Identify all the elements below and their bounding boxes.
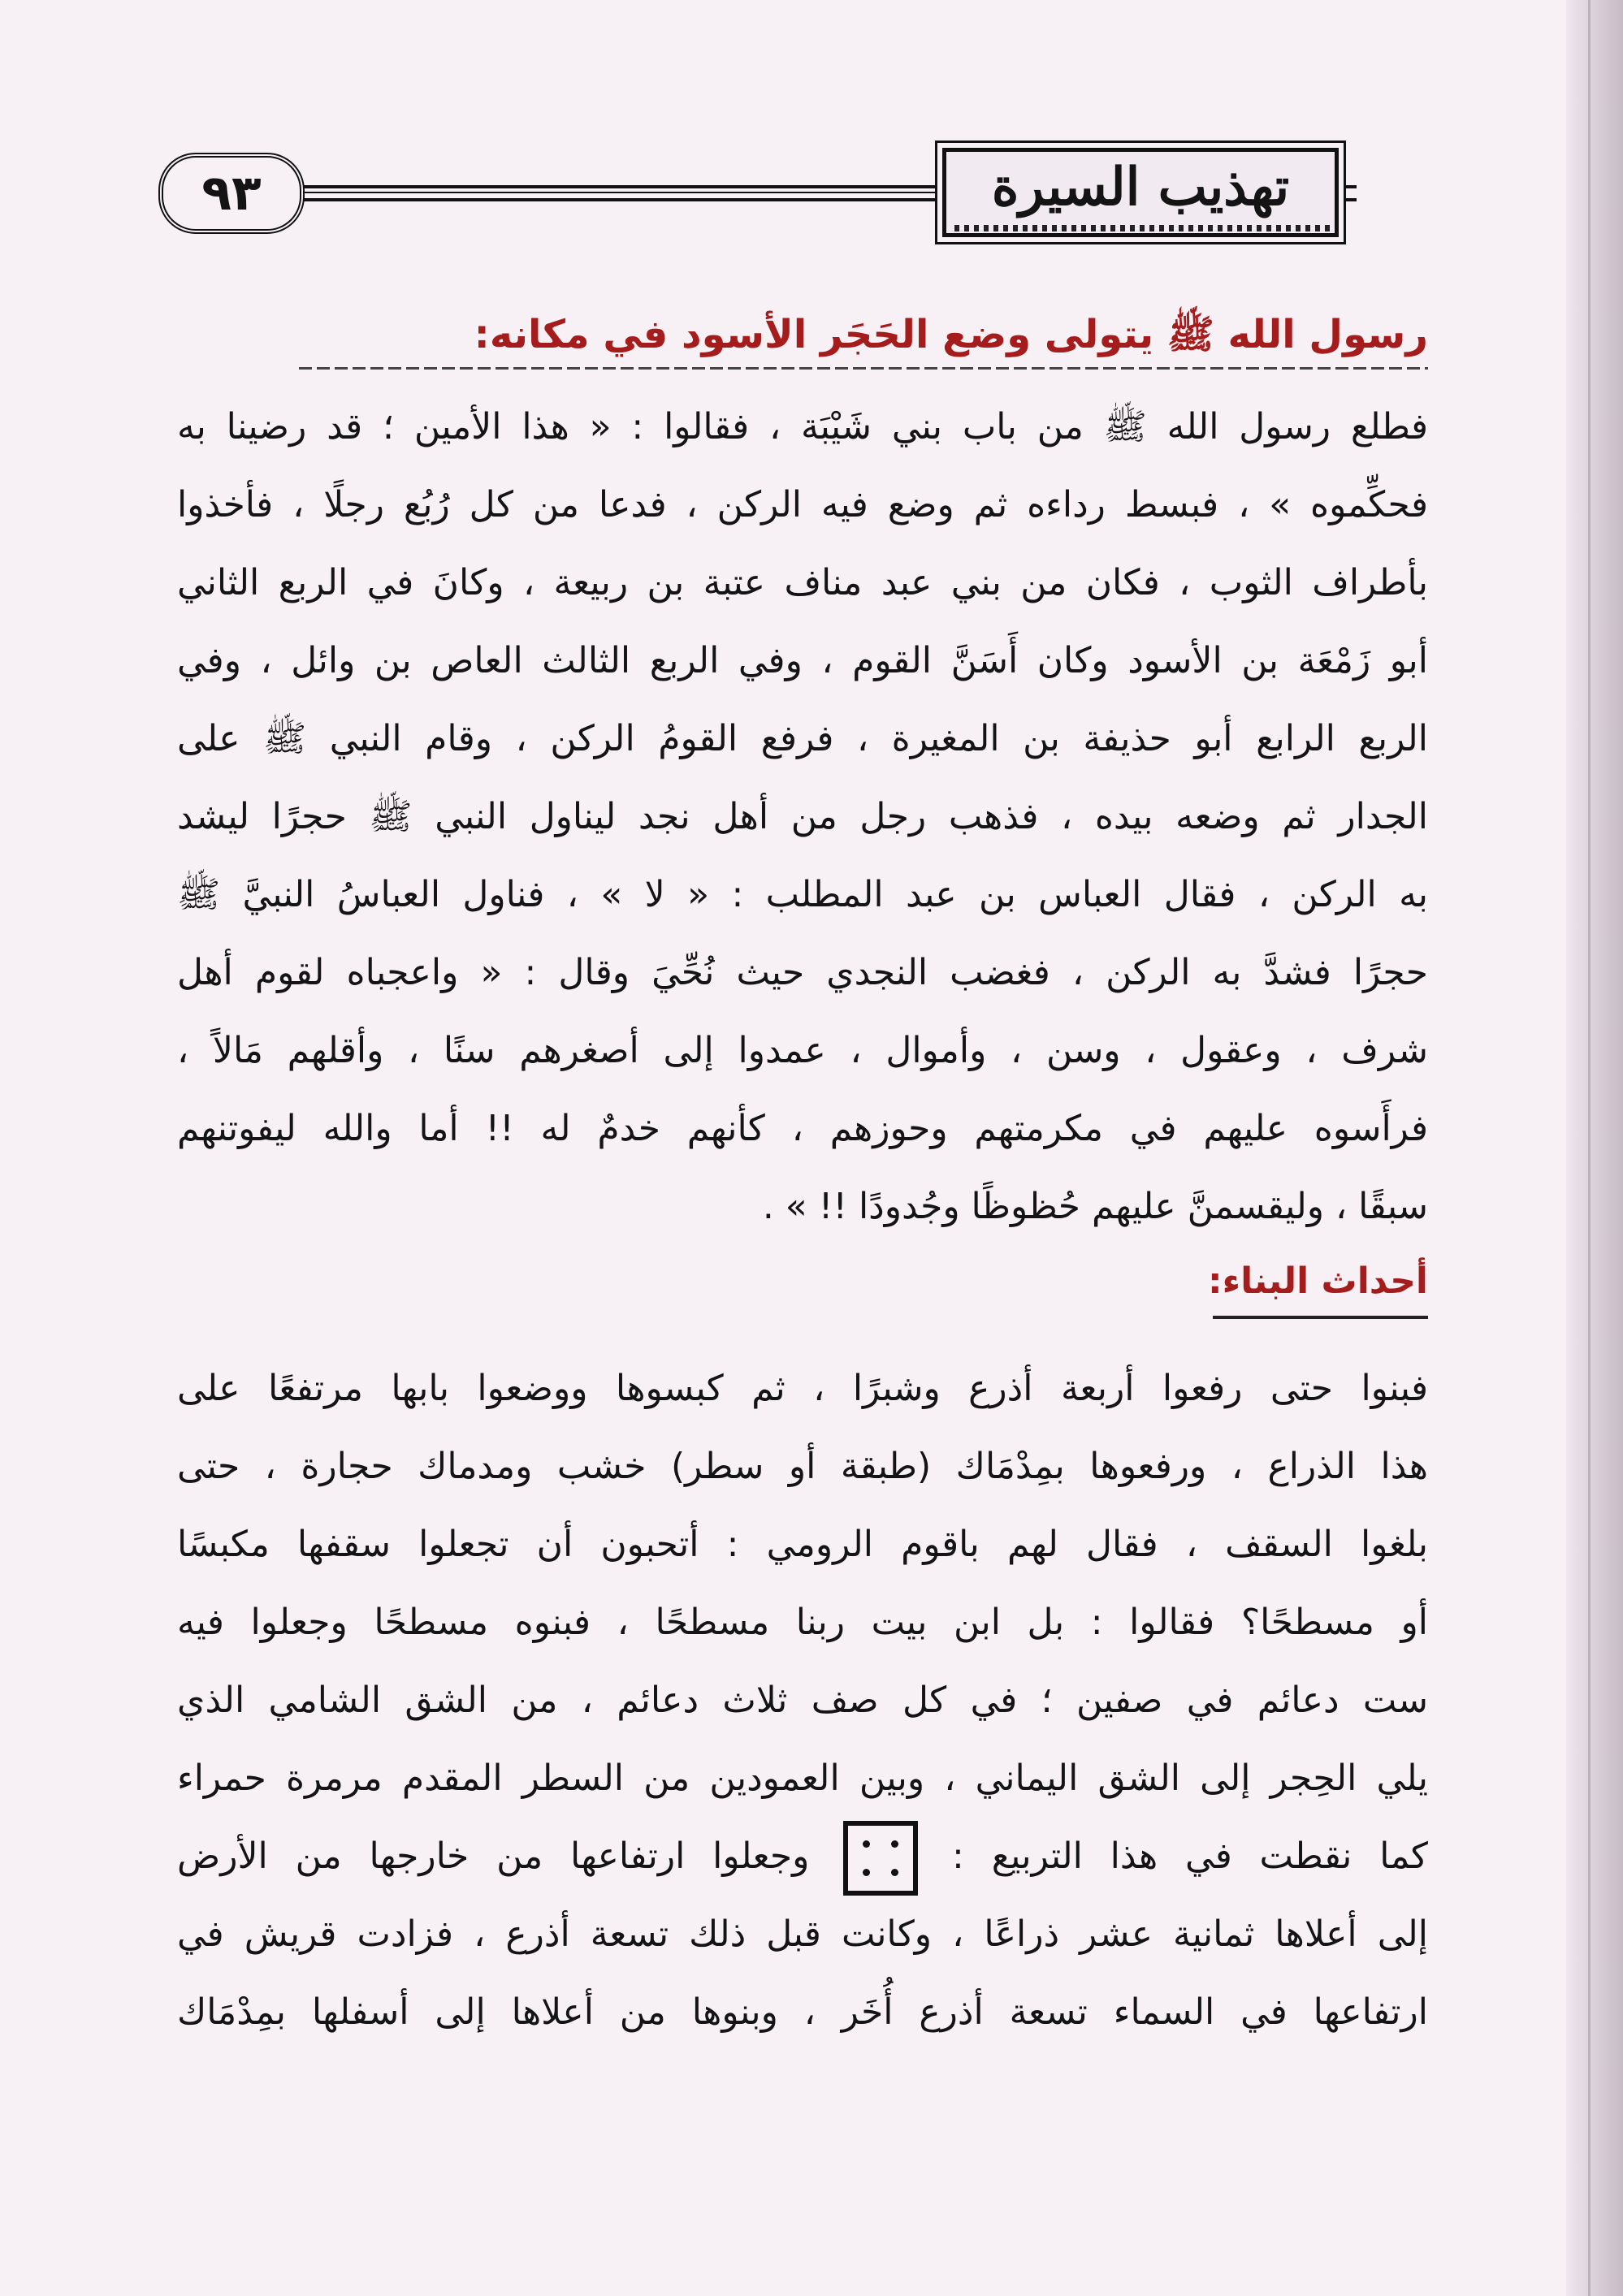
text-line: يلي الحِجر إلى الشق اليماني ، وبين العمودين من السطر المقدم مرمرة حمراء: [177, 1758, 1428, 1799]
text-line: أو مسطحًا؟ فقالوا : بل ابن بيت ربنا مسطحًا ، فبنوه مسطحًا وجعلوا فيه: [177, 1602, 1428, 1643]
book-title: تهذيب السيرة: [991, 156, 1290, 218]
section-heading-construction: [941, 1257, 1428, 1306]
text-line: فبنوا حتى رفعوا أربعة أذرع وشبرًا ، ثم كبسوها ووضعوا بابها مرتفعًا على: [177, 1368, 1428, 1409]
text-line: به الركن ، فقال العباس بن عبد المطلب : « لا » ، فناول العباسُ النبيَّ ﷺ: [177, 874, 1428, 915]
book-title-cartouche: [942, 148, 1339, 237]
text-line: حجرًا فشدَّ به الركن ، فغضب النجدي حيث نُحِّيَ وقال : « واعجباه لقوم أهل: [177, 952, 1428, 993]
text-line: ست دعائم في صفين ؛ في كل صف ثلاث دعائم ، من الشق الشامي الذي: [177, 1680, 1428, 1721]
text-line: فطلع رسول الله ﷺ من باب بني شَيْبَة ، فقالوا : « هذا الأمين ؛ قد رضينا به: [177, 406, 1428, 448]
text-line: سبقًا ، وليقسمنَّ عليهم حُظوظًا وجُدودًا !! » .: [762, 1186, 1428, 1227]
text-line: أبو زَمْعَة بن الأسود وكان أَسَنَّ القوم ، وفي الربع الثالث العاص بن وائل ، وفي: [177, 640, 1428, 681]
section-heading-text: أحداث البناء:: [1208, 1260, 1428, 1302]
text-line: بلغوا السقف ، فقال لهم باقوم الرومي : أتحبون أن تجعلوا سقفها مكبسًا: [177, 1524, 1428, 1565]
header-rule-right-stub-2: [1340, 198, 1357, 201]
section-heading-text: رسول الله ﷺ يتولى وضع الحَجَر الأسود في مكانه:: [474, 312, 1428, 357]
page-edge-line: [1588, 0, 1591, 2296]
text-line: بأطراف الثوب ، فكان من بني عبد مناف عتبة بن ربيعة ، وكانَ في الربع الثاني: [177, 562, 1428, 603]
paragraph-black-stone: [177, 388, 1428, 1246]
text-line-with-diagram: [177, 1818, 1428, 1896]
text-line: فرأَسوه عليهم في مكرمتهم وحوزهم ، كأنهم خدمٌ له !! أما والله ليفوتنهم: [177, 1108, 1428, 1149]
heading-underline: [299, 367, 1428, 370]
dotted-square-diagram: [843, 1821, 918, 1896]
page-edge-shadow: [1566, 0, 1623, 2296]
heading-underline: [1213, 1316, 1428, 1319]
header-rule-right-stub: [1340, 185, 1357, 188]
page-number: ٩٣: [201, 165, 262, 222]
text-line: الربع الرابع أبو حذيفة بن المغيرة ، فرفع القومُ الركن ، وقام النبي ﷺ على: [177, 718, 1428, 759]
text-line: هذا الذراع ، ورفعوها بمِدْمَاك (طبقة أو سطر) خشب ومدماك حجارة ، حتى: [177, 1446, 1428, 1487]
running-header: [0, 0, 1623, 268]
diagram-caption: كما نقطت في هذا التربيع :: [952, 1836, 1428, 1877]
section-heading-black-stone: [291, 309, 1428, 361]
header-rule-bottom: [292, 198, 950, 201]
paragraph-construction: [177, 1350, 1428, 2052]
text-line: شرف ، وعقول ، وسن ، وأموال ، عمدوا إلى أصغرهم سنًا ، وأقلهم مَالاً ،: [177, 1030, 1428, 1071]
text-line: فحكِّموه » ، فبسط رداءه ثم وضع فيه الركن ، فدعا من كل رُبُع رجلًا ، فأخذوا: [177, 484, 1428, 525]
text-line: الجدار ثم وضعه بيده ، فذهب رجل من أهل نجد ليناول النبي ﷺ حجرًا ليشد: [177, 796, 1428, 837]
header-rule-top: [292, 185, 950, 188]
diagram-continuation: وجعلوا ارتفاعها من خارجها من الأرض: [177, 1836, 810, 1877]
header-rule-mid: [292, 192, 950, 193]
text-line: ارتفاعها في السماء تسعة أذرع أُخَر ، وبنوها من أعلاها إلى أسفلها بمِدْمَاك: [177, 1991, 1428, 2033]
text-line: إلى أعلاها ثمانية عشر ذراعًا ، وكانت قبل ذلك تسعة أذرع ، فزادت قريش في: [177, 1913, 1428, 1955]
page-number-badge: [158, 153, 305, 234]
